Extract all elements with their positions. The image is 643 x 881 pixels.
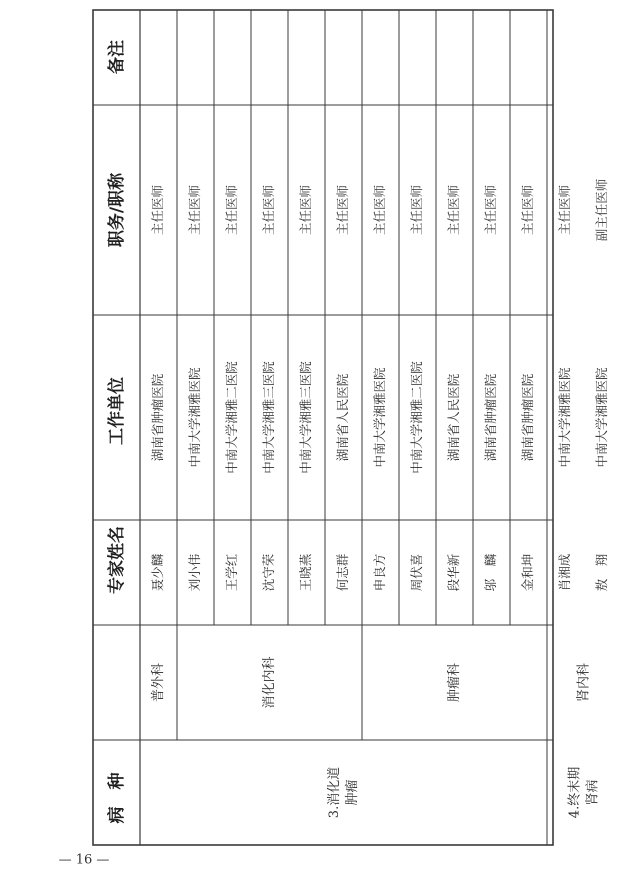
disease-group-label: 肾病 [585,779,601,806]
title-cell: 主任医师 [557,184,572,236]
title-cell: 主任医师 [520,184,535,236]
disease-group-label: 3.消化道 [327,766,342,819]
work-unit-cell: 中南大学湘雅二医院 [224,361,239,474]
expert-name-cell: 聂少麟 [150,553,165,592]
expert-name-cell: 沈守荣 [261,553,276,592]
expert-name-cell: 何志群 [335,553,350,592]
title-cell: 主任医师 [446,184,461,236]
work-unit-cell: 中南大学湘雅医院 [594,367,609,468]
work-unit-cell: 中南大学湘雅二医院 [409,361,424,474]
header-disease: 病 种 [107,772,127,824]
expert-name-cell: 邬 麟 [483,553,498,592]
work-unit-cell: 湖南省肿瘤医院 [483,373,498,462]
disease-group-label: 4.终末期 [567,766,583,819]
page-number: — 16 — [58,852,110,868]
expert-name-cell: 王学红 [224,553,239,592]
department-cell: 普外科 [151,662,166,703]
work-unit-cell: 中南大学湘雅医院 [557,367,572,468]
work-unit-cell: 湖南省肿瘤医院 [150,373,165,462]
work-unit-cell: 湖南省肿瘤医院 [520,373,535,462]
header-expert-name: 专家姓名 [107,526,127,594]
header-title: 职务/职称 [107,172,127,248]
title-cell: 主任医师 [483,184,498,236]
title-cell: 主任医师 [224,184,239,236]
disease-groups [326,767,601,818]
header-remark: 备注 [107,40,127,74]
title-cell: 副主任医师 [594,178,609,242]
expert-name-cell: 刘小伟 [187,553,202,592]
title-cell: 主任医师 [261,184,276,236]
table-body [150,179,609,709]
work-unit-cell: 中南大学湘雅医院 [372,367,387,468]
title-cell: 主任医师 [409,184,424,236]
expert-name-cell: 周伏喜 [409,553,424,592]
header-work-unit: 工作单位 [107,377,127,445]
expert-name-cell: 申良方 [372,553,387,592]
work-unit-cell: 中南大学湘雅三医院 [298,361,313,474]
expert-name-cell: 肖湘成 [557,553,572,592]
work-unit-cell: 湖南省人民医院 [335,373,350,462]
work-unit-cell: 中南大学湘雅医院 [187,367,202,468]
title-cell: 主任医师 [298,184,313,236]
work-unit-cell: 湖南省人民医院 [446,373,461,462]
table-header-row [106,40,127,825]
department-cell: 肾内科 [576,662,592,703]
department-cell: 消化内科 [262,656,277,709]
expert-name-cell: 敖 翔 [594,553,609,592]
title-cell: 主任医师 [187,184,202,236]
expert-name-cell: 金和坤 [520,553,535,592]
department-cell: 肿瘤科 [447,662,462,703]
title-cell: 主任医师 [150,184,165,236]
title-cell: 主任医师 [372,184,387,236]
expert-name-cell: 段华新 [446,553,461,592]
work-unit-cell: 中南大学湘雅三医院 [261,361,276,474]
expert-name-cell: 王晓燕 [298,553,313,592]
title-cell: 主任医师 [335,184,350,236]
disease-group-label: 肿瘤 [345,779,360,806]
